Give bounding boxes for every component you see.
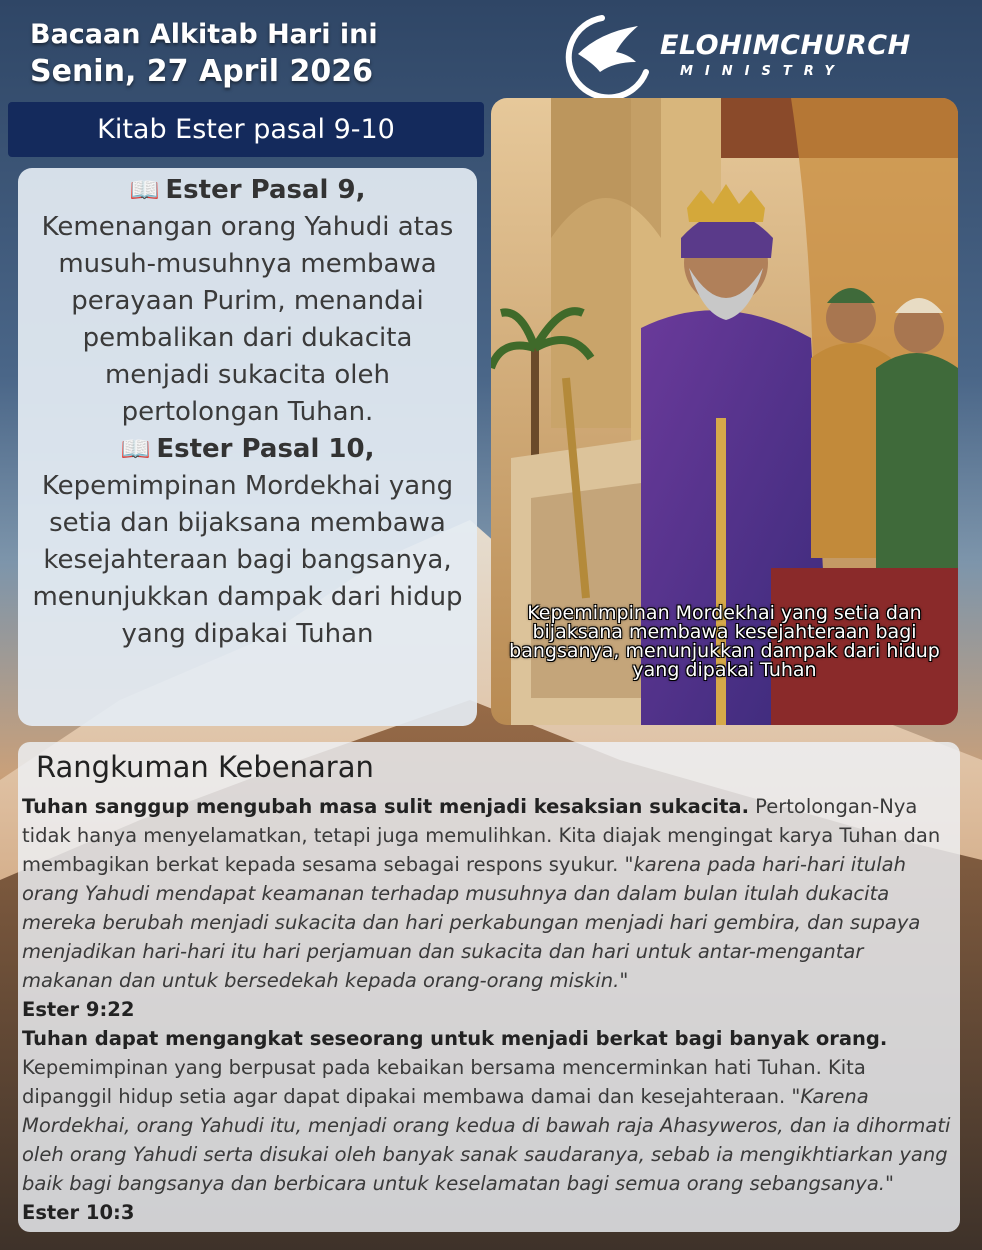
book-icon: 📖: [129, 176, 160, 204]
point-2-heading: Tuhan dapat mengangkat seseorang untuk menjadi berkat bagi banyak orang.: [22, 1027, 888, 1050]
point-2-quote: Karena Mordekhai, orang Yahudi itu, menjadi orang kedua di bawah raja Ahasyweros, dan ia dihormati oleh orang Yahudi serta disukai oleh banyak sanak saudaranya, sebab ia mengikhtiarkan yang baik bagi bangsanya dan berbicara untuk keselamatan bagi semua orang sebangsanya.: [22, 1085, 951, 1195]
chapter-heading-2-text: Ester Pasal 10,: [156, 434, 375, 464]
point-2-close: ": [885, 1172, 894, 1195]
rangkuman-title: Rangkuman Kebenaran: [36, 750, 374, 784]
illustration-caption: Kepemimpinan Mordekhai yang setia dan bijaksana membawa kesejahteraan bagi bangsanya, menunjukkan dampak dari hidup yang dipakai Tuhan: [509, 602, 940, 681]
point-1-close: ": [619, 969, 629, 992]
header-title-line1: Bacaan Alkitab Hari ini: [30, 19, 378, 50]
church-logo: [556, 12, 916, 98]
chapter-summary-card: [18, 168, 477, 726]
mordecai-illustration: [491, 98, 958, 725]
point-1-heading: Tuhan sanggup mengubah masa sulit menjadi kesaksian sukacita.: [22, 795, 749, 818]
point-1-body: Pertolongan-Nya tidak hanya menyelamatkan, tetapi juga memulihkan. Kita diajak mengingat karya Tuhan dan membagikan berkat kepada sesama sebagai respons syukur. ": [22, 795, 941, 876]
header-date: Senin, 27 April 2026: [30, 54, 373, 89]
header-title: [30, 18, 378, 92]
chapter-heading-1-text: Ester Pasal 9,: [165, 175, 366, 205]
book-icon: 📖: [120, 435, 151, 463]
dove-logo-icon: [556, 12, 656, 98]
rangkuman-text: [22, 792, 956, 1227]
book-chapter-banner: Kitab Ester pasal 9-10: [8, 102, 484, 157]
point-1-ref: Ester 9:22: [22, 998, 135, 1021]
logo-brand-text: ELOHIMCHURCH: [660, 30, 911, 61]
chapter-summary-1: Kemenangan orang Yahudi atas musuh-musuhnya membawa perayaan Purim, menandai pembalikan dari dukacita menjadi sukacita oleh pertolongan Tuhan.: [41, 212, 454, 427]
point-2-body: Kepemimpinan yang berpusat pada kebaikan bersama mencerminkan hati Tuhan. Kita dipanggil hidup setia agar dapat dipakai membawa damai dan kesejahteraan. ": [22, 1056, 866, 1108]
chapter-heading-1: [18, 172, 477, 209]
point-2-ref: Ester 10:3: [22, 1201, 135, 1224]
point-1-quote: karena pada hari-hari itulah orang Yahudi mendapat keamanan terhadap musuhnya dan dalam bulan itulah dukacita mereka berubah menjadi sukacita dan hari perkabungan menjadi hari gembira, dan supaya menjadikan hari-hari itu hari perjamuan dan sukacita dan hari untuk antar-mengantar makanan dan untuk bersedekah kepada orang-orang miskin.: [22, 853, 921, 992]
logo-sub-text: MINISTRY: [680, 64, 846, 79]
chapter-heading-2: [18, 431, 477, 468]
chapter-summary-2: Kepemimpinan Mordekhai yang setia dan bijaksana membawa kesejahteraan bagi bangsanya, menunjukkan dampak dari hidup yang dipakai Tuhan: [32, 471, 463, 649]
rangkuman-card: [18, 742, 960, 1232]
